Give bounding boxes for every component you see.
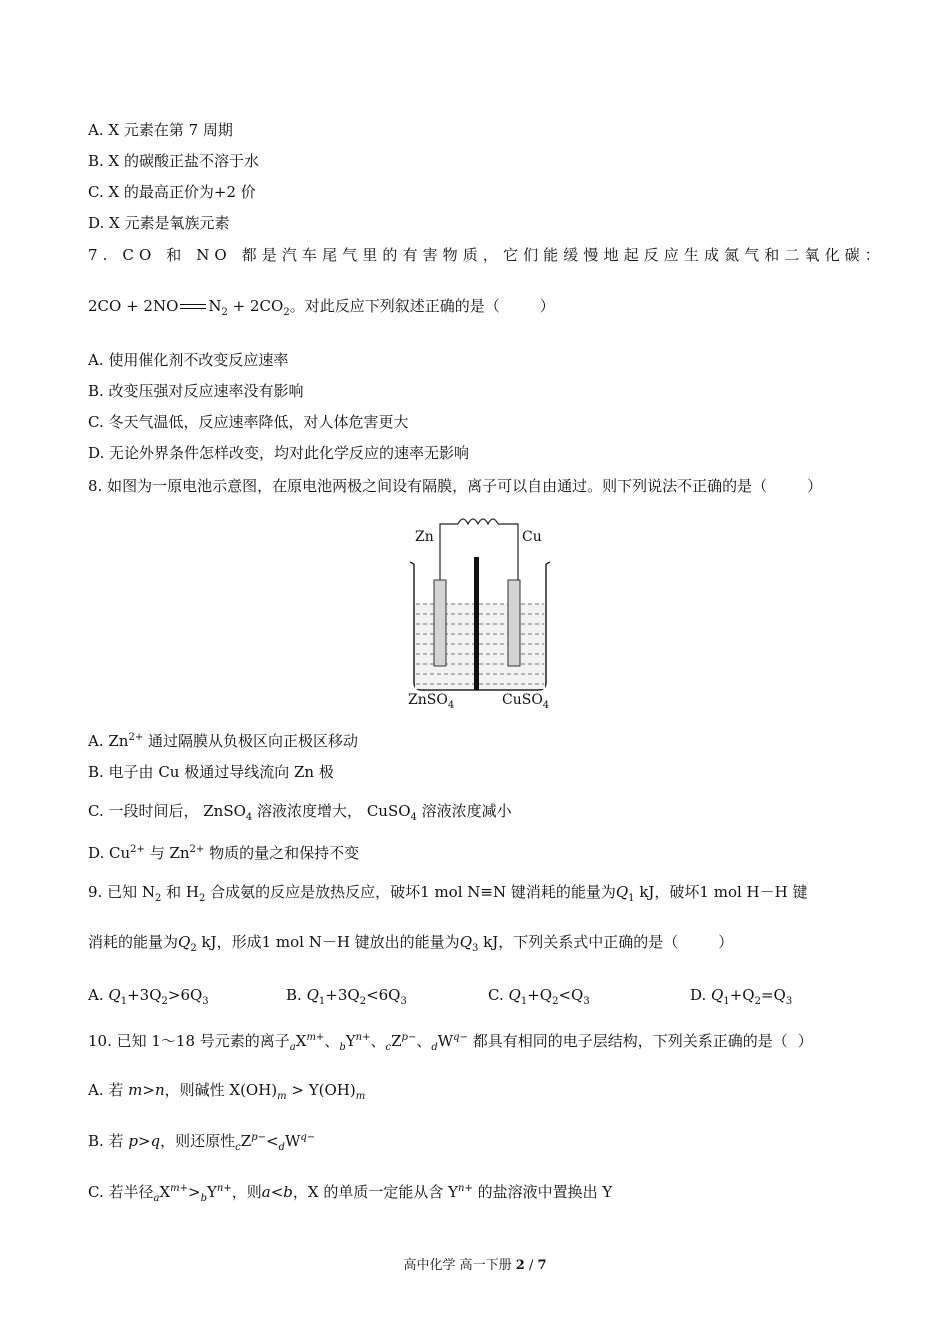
q9-stem-line2: 消耗的能量为$Q_2$ kJ，形成1 mol N－H 键放出的能量为$Q_3$ kJ，下列关系式中正确的是（ ）: [88, 933, 734, 954]
q8-option-c: C. 一段时间后， ZnSO$_4$ 溶液浓度增大， CuSO$_4$ 溶液浓度减小: [88, 802, 512, 823]
q9-stem-line1: 9. 已知 $N_2$ 和 $H_2$ 合成氨的反应是放热反应，破坏1 mol N≡N 键消耗的能量为$Q_1$ kJ，破坏1 mol H－H 键: [88, 883, 808, 904]
q9-option-d: D. $Q_1+Q_2=Q_3$: [690, 986, 793, 1007]
q8-option-b: B. 电子由 Cu 极通过导线流向 Zn 极: [88, 763, 334, 781]
q7-equation: 2CO + 2NO $N_2 + 2CO_2$。对此反应下列叙述正确的是（ ）: [88, 297, 555, 318]
page-footer: 高中化学 高一下册 2 / 7: [403, 1258, 547, 1273]
equals-sign: [178, 303, 208, 311]
q9-option-b: B. $Q_1+3Q_2<6Q_3$: [286, 986, 407, 1007]
q7-option-b: B. 改变压强对反应速率没有影响: [88, 382, 304, 400]
q6-option-b: B. X 的碳酸正盐不溶于水: [88, 152, 260, 170]
znso4-label: ZnSO$_4$: [408, 692, 455, 711]
q9-option-a: A. $Q_1+3Q_2>6Q_3$: [88, 986, 209, 1007]
q7-option-d: D. 无论外界条件怎样改变，均对此化学反应的速率无影响: [88, 444, 470, 462]
cuso4-label: CuSO$_4$: [502, 692, 550, 711]
footer-page: 2: [515, 1258, 525, 1273]
cu-electrode-label: Cu: [522, 529, 542, 545]
q6-option-d: D. X 元素是氧族元素: [88, 214, 230, 232]
q8-stem: 8. 如图为一原电池示意图，在原电池两极之间设有隔膜，离子可以自由通过。则下列说法不正确的是（ ）: [88, 477, 823, 495]
q7-stem: 7. CO 和 NO 都是汽车尾气里的有害物质，它们能缓慢地起反应生成氮气和二氧化碳：: [88, 246, 885, 264]
zn-electrode-label: Zn: [415, 529, 434, 545]
q10-option-a: A. 若 m>n，则碱性 $X(OH)_m > Y(OH)_m$: [88, 1081, 366, 1102]
q7-option-c: C. 冬天气温低，反应速率降低，对人体危害更大: [88, 413, 409, 431]
q7-option-a: A. 使用催化剂不改变反应速率: [88, 351, 289, 369]
footer-subject: 高中化学 高一下册: [403, 1258, 512, 1273]
q8-option-d: D. $Cu^{2+}$ 与 $Zn^{2+}$ 物质的量之和保持不变: [88, 844, 360, 862]
footer-total: 7: [537, 1258, 547, 1273]
q10-option-b: B. 若 p>q，则还原性$_cZ^{p-}<_dW^{q-}$: [88, 1132, 316, 1153]
q8-option-a: A. $Zn^{2+}$ 通过隔膜从负极区向正极区移动: [88, 732, 358, 750]
q6-option-c: C. X 的最高正价为+2 价: [88, 183, 256, 201]
q10-stem: 10. 已知 1～18 号元素的离子$_aX^{m+}$、$_bY^{n+}$、$_cZ^{p-}$、$_dW^{q-}$ 都具有相同的电子层结构，下列关系正确的是（ ）: [88, 1032, 813, 1053]
q6-option-a: A. X 元素在第 7 周期: [88, 121, 233, 139]
q9-option-c: C. $Q_1+Q_2<Q_3$: [488, 986, 590, 1007]
q10-option-c: C. 若半径$_aX^{m+}>_bY^{n+}$，则a<b，X 的单质一定能从含 $Y^{n+}$ 的盐溶液中置换出 Y: [88, 1183, 613, 1204]
